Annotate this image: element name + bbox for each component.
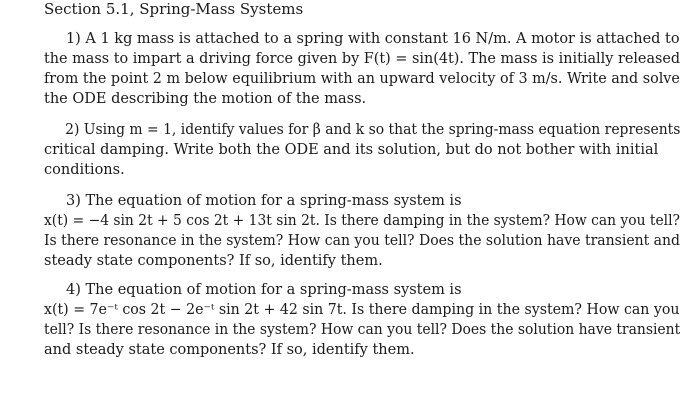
problem-3-line-2: x(t) = −4 sin 2t + 5 cos 2t + 13t sin 2t. Is there damping in the system? How can you tell? [44, 213, 680, 229]
problem-3-line-3: Is there resonance in the system? How can you tell? Does the solution have transient and [44, 233, 681, 249]
problem-1-line-3: from the point 2 m below equilibrium with an upward velocity of 3 m/s. Write and solve [44, 71, 680, 87]
problem-1-line-1: 1) A 1 kg mass is attached to a spring with constant 16 N/m. A motor is attached to [65, 31, 680, 47]
problem-3 [44, 191, 680, 271]
problem-3-line-4: steady state components? If so, identify them. [44, 253, 383, 269]
problem-4-line-2: x(t) = 7e⁻ᵗ cos 2t − 2e⁻ᵗ sin 2t + 42 sin 7t. Is there damping in the system? How can you [44, 302, 680, 318]
problem-4-line-4: and steady state components? If so, identify them. [44, 342, 415, 358]
problem-1-line-4: the ODE describing the motion of the mass. [44, 91, 367, 107]
problem-2-line-1: 2) Using m = 1, identify values for β and k so that the spring-mass equation represents [65, 122, 681, 138]
problem-4-line-1: 4) The equation of motion for a spring-mass system is [66, 282, 462, 298]
problem-2 [44, 120, 680, 180]
problem-1 [44, 29, 680, 109]
problem-1-line-2: the mass to impart a driving force given by F(t) = sin(4t). The mass is initially released [44, 51, 681, 67]
problem-2-line-3: conditions. [44, 162, 125, 178]
problem-4-line-3: tell? Is there resonance in the system? How can you tell? Does the solution have transient [44, 322, 681, 338]
problem-4 [44, 280, 680, 360]
problem-2-line-2: critical damping. Write both the ODE and its solution, but do not bother with initial [44, 142, 659, 158]
problem-3-line-1: 3) The equation of motion for a spring-mass system is [66, 193, 462, 209]
section-title: Section 5.1, Spring-Mass Systems [44, 0, 304, 18]
